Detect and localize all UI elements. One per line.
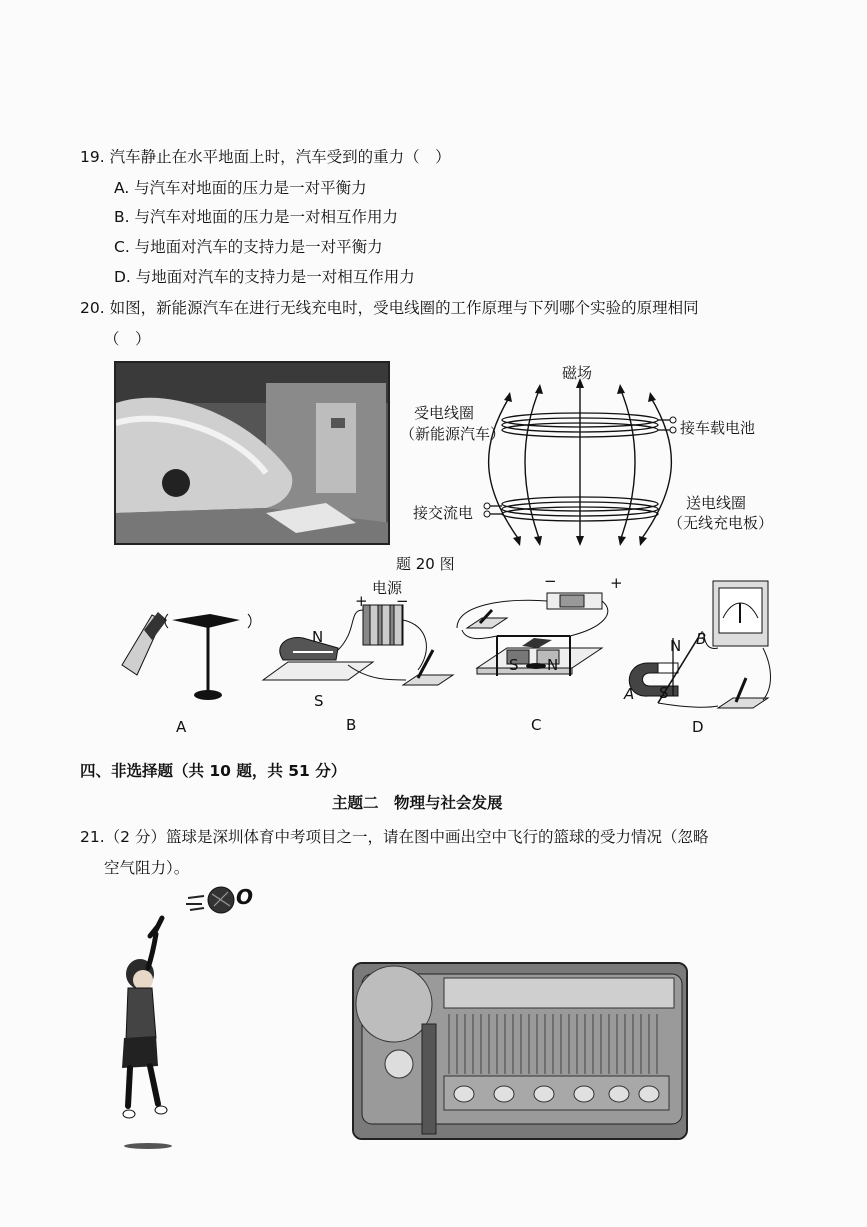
label-receive-coil-1: 受电线圈 [414,404,475,422]
option-d-label: D [692,718,704,736]
ev-charging-photo [114,361,390,545]
fig20-caption: 题 20 图 [396,555,455,573]
option-c-figure [452,588,612,713]
q19-stem: 19. 汽车静止在水平地面上时，汽车受到的重力（ ） [80,148,451,166]
q20-bracket: （ ） [104,330,151,348]
q21-line2: 空气阻力）。 [104,859,190,877]
option-d-figure [618,578,778,718]
option-c-label: C [531,716,542,734]
option-d-a: A [624,685,635,703]
q19-option-b: B. 与汽车对地面的压力是一对相互作用力 [114,208,398,226]
basketball-player-figure [100,876,270,1156]
option-d-b: B [696,630,707,648]
option-d-s: S [659,684,669,702]
option-d-n: N [670,637,682,655]
option-b-label: B [346,716,357,734]
option-b-s: S [314,692,324,710]
q19-option-a: A. 与汽车对地面的压力是一对平衡力 [114,179,367,197]
option-c-s: S [509,656,519,674]
option-b-n: N [312,628,324,646]
label-battery: 接车载电池 [680,419,756,437]
label-receive-coil-2: （新能源汽车） [400,425,506,443]
theme-2-heading: 主题二 物理与社会发展 [332,794,503,812]
q19-option-d: D. 与地面对汽车的支持力是一对相互作用力 [114,268,415,286]
option-c-minus: − [544,572,557,590]
label-send-coil-2: （无线充电板） [668,514,774,532]
label-ac: 接交流电 [413,504,474,522]
label-field: 磁场 [562,364,593,382]
option-a-label: A [176,718,187,736]
option-b-minus: − [396,592,409,610]
q20-stem: 20. 如图，新能源汽车在进行无线充电时，受电线圈的工作原理与下列哪个实验的原理相同 [80,299,699,317]
option-a-figure [112,600,262,710]
label-send-coil-1: 送电线圈 [686,494,747,512]
option-c-n: N [547,656,559,674]
option-b-plus: + [355,592,368,610]
section-4-heading: 四、非选择题（共 10 题，共 51 分） [80,762,347,780]
option-c-plus: + [610,574,623,592]
music-box-photo [352,962,688,1140]
point-o-label: O [236,885,254,909]
q19-option-c: C. 与地面对汽车的支持力是一对平衡力 [114,238,383,256]
option-b-power: 电源 [372,579,403,597]
q21-line1: 21.（2 分）篮球是深圳体育中考项目之一，请在图中画出空中飞行的篮球的受力情况（忽略 [80,828,709,846]
